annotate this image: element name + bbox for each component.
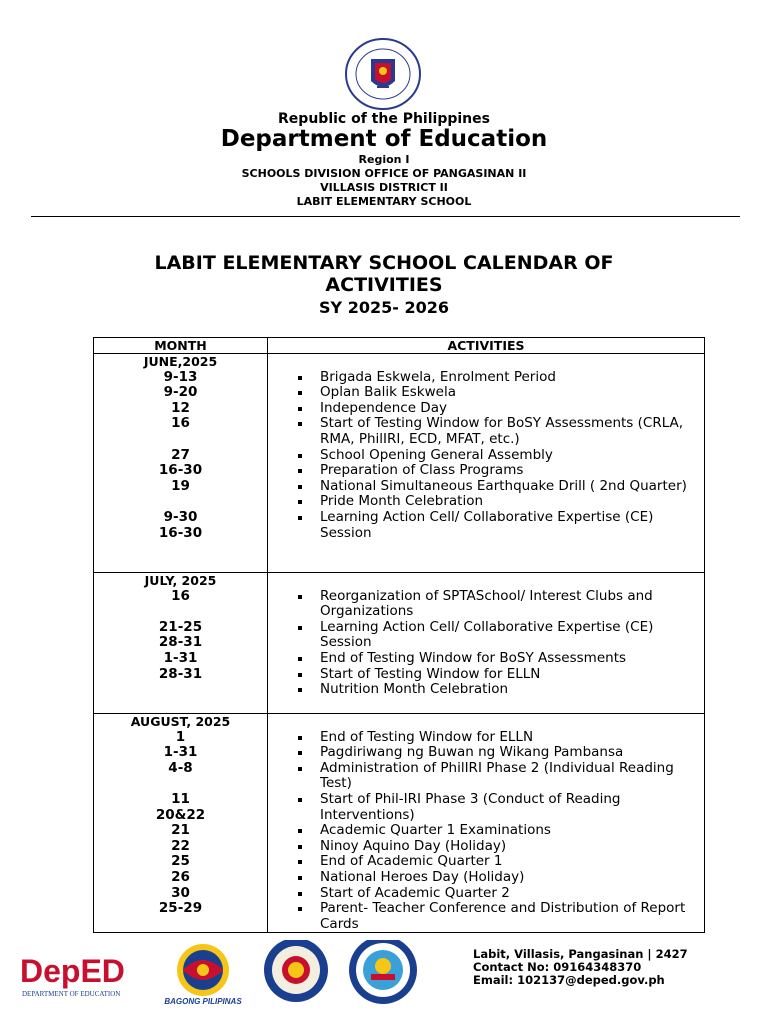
june-row	[94, 354, 705, 573]
list-item: School Opening General Assembly	[320, 448, 704, 464]
date: 27	[171, 446, 190, 463]
july-row	[94, 573, 705, 714]
division-heading: SCHOOLS DIVISION OFFICE OF PANGASINAN II	[241, 167, 527, 180]
list-item: Academic Quarter 1 Examinations	[320, 823, 704, 839]
department-heading: Department of Education	[220, 126, 548, 152]
list-item: Administration of PhilIRI Phase 2 (Individual Reading Test)	[320, 761, 704, 792]
june-dates-cell	[94, 354, 268, 573]
activities-column-header: ACTIVITIES	[268, 338, 705, 354]
date: 16-30	[158, 524, 203, 541]
title-line-1: LABIT ELEMENTARY SCHOOL CALENDAR OF	[154, 252, 614, 274]
august-activities-cell	[268, 714, 705, 933]
date: 9-30	[163, 508, 198, 525]
august-dates-cell	[94, 714, 268, 933]
header-divider	[31, 216, 740, 217]
june-activity-list	[268, 370, 704, 542]
date: 22	[171, 837, 190, 854]
svg-text:DEPARTMENT OF EDUCATION: DEPARTMENT OF EDUCATION	[22, 990, 121, 998]
document-title	[0, 252, 768, 296]
date: 16	[171, 415, 190, 432]
list-item: Start of Phil-IRI Phase 3 (Conduct of Reading Interventions)	[320, 792, 704, 823]
spacer	[94, 494, 267, 510]
list-item: Brigada Eskwela, Enrolment Period	[320, 370, 704, 386]
school-seal	[349, 940, 417, 1004]
august-activity-list	[268, 730, 704, 933]
date: 11	[171, 790, 190, 807]
august-month-label: AUGUST, 2025	[130, 714, 231, 729]
deped-seal-logo	[343, 37, 423, 111]
june-month-label: JUNE,2025	[143, 354, 218, 369]
july-activity-list	[268, 589, 704, 698]
list-item: Start of Testing Window for BoSY Assessments (CRLA, RMA, PhilIRI, ECD, MFAT, etc.)	[320, 416, 704, 447]
list-item: National Simultaneous Earthquake Drill ( 2nd Quarter)	[320, 479, 704, 495]
table-header-row	[94, 338, 705, 354]
phone-text: Contact No: 09164348370	[473, 960, 642, 974]
list-item: Nutrition Month Celebration	[320, 682, 704, 698]
date: 20&22	[155, 806, 206, 823]
date: 16	[171, 587, 190, 604]
title-line-2: ACTIVITIES	[325, 274, 443, 296]
date: 1-31	[163, 744, 198, 761]
date: 30	[171, 884, 190, 901]
spacer	[268, 573, 704, 589]
july-dates-cell	[94, 573, 268, 714]
deped-logo	[20, 953, 125, 998]
list-item: Start of Academic Quarter 2	[320, 886, 704, 902]
bagong-pilipinas-logo	[164, 944, 242, 1006]
spacer	[94, 432, 267, 448]
date: 28-31	[158, 634, 203, 651]
spacer	[94, 604, 267, 620]
contact-block	[473, 948, 688, 987]
date: 9-20	[163, 384, 198, 401]
list-item: Preparation of Class Programs	[320, 463, 704, 479]
list-item: Learning Action Cell/ Collaborative Expertise (CE) Session	[320, 620, 704, 651]
school-year: SY 2025- 2026	[319, 298, 449, 317]
date: 12	[171, 399, 190, 416]
date: 16-30	[158, 462, 203, 479]
spacer	[94, 776, 267, 792]
date: 21-25	[158, 618, 203, 635]
list-item: Pagdiriwang ng Buwan ng Wikang Pambansa	[320, 745, 704, 761]
date: 25-29	[158, 900, 203, 917]
list-item: Parent- Teacher Conference and Distribution of Report Cards	[320, 901, 704, 932]
date: 21	[171, 822, 190, 839]
list-item: Learning Action Cell/ Collaborative Expertise (CE) Session	[320, 510, 704, 541]
list-item: Start of Testing Window for ELLN	[320, 667, 704, 683]
list-item: National Heroes Day (Holiday)	[320, 870, 704, 886]
date: 19	[171, 477, 190, 494]
region-heading: Region I	[358, 153, 410, 166]
list-item: Ninoy Aquino Day (Holiday)	[320, 839, 704, 855]
email-text: Email: 102137@deped.gov.ph	[473, 973, 665, 987]
spacer	[268, 354, 704, 370]
june-activities-cell	[268, 354, 705, 573]
list-item: Oplan Balik Eskwela	[320, 385, 704, 401]
date: 9-13	[163, 368, 198, 385]
list-item: Independence Day	[320, 401, 704, 417]
date: 26	[171, 868, 190, 885]
date: 1	[175, 728, 186, 745]
list-item: End of Academic Quarter 1	[320, 854, 704, 870]
july-month-label: JULY, 2025	[144, 573, 217, 588]
july-activities-cell	[268, 573, 705, 714]
republic-heading: Republic of the Philippines	[278, 111, 490, 127]
date: 25	[171, 853, 190, 870]
school-heading: LABIT ELEMENTARY SCHOOL	[296, 195, 472, 208]
month-column-header: MONTH	[94, 338, 268, 354]
spacer	[268, 714, 704, 730]
august-row	[94, 714, 705, 933]
calendar-table	[93, 337, 705, 933]
date: 1-31	[163, 649, 198, 666]
list-item: End of Testing Window for BoSY Assessments	[320, 651, 704, 667]
list-item: End of Testing Window for ELLN	[320, 730, 704, 746]
list-item: Reorganization of SPTASchool/ Interest Clubs and Organizations	[320, 589, 704, 620]
svg-text:BAGONG PILIPINAS: BAGONG PILIPINAS	[164, 997, 242, 1006]
footer-logos	[0, 940, 460, 1010]
list-item: Pride Month Celebration	[320, 494, 704, 510]
division-seal	[264, 940, 328, 1002]
svg-text:DepED: DepED	[20, 953, 125, 989]
date: 28-31	[158, 665, 203, 682]
address-text: Labit, Villasis, Pangasinan | 2427	[473, 947, 688, 961]
date: 4-8	[168, 759, 193, 776]
district-heading: VILLASIS DISTRICT II	[320, 181, 448, 194]
